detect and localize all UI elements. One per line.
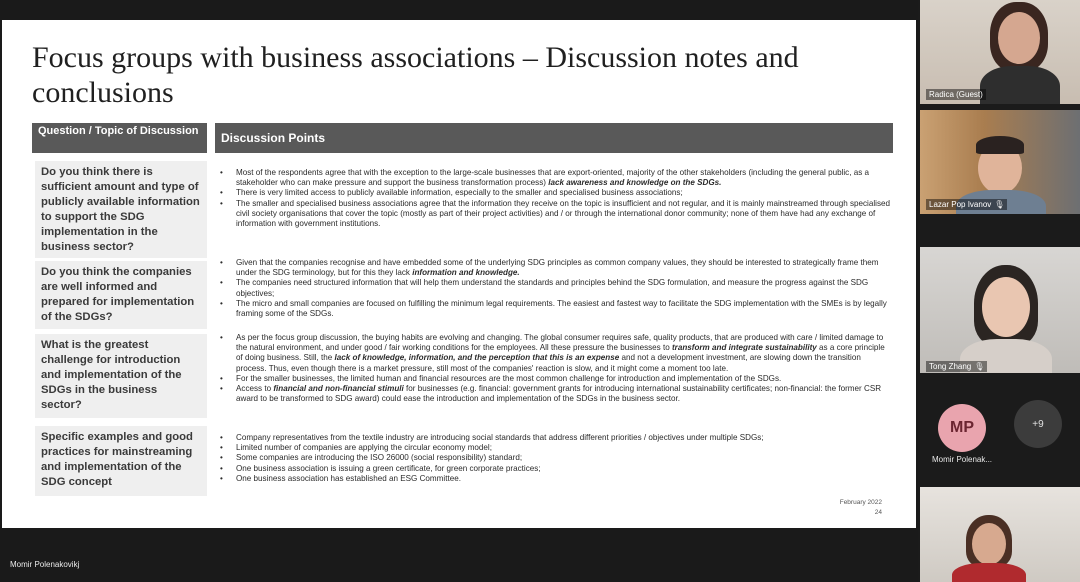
bullet-item: • The smaller and specialised business associations agree that the information they receive on the topic is insufficient and not regular, and it is mainly mainstreamed through specialised civil society organisations that cover the topic (mostly as part of their project activities) and / or through the international donor community; none of them have had any exchange of information with government institutions. xyxy=(220,198,891,229)
bullet-item: • Some companies are introducing the ISO 26000 (social responsibility) standard; xyxy=(220,453,523,463)
participant-name: Lazar Pop Ivanov 🎙 xyxy=(926,199,1007,210)
participant-body xyxy=(980,66,1060,104)
discussion-points xyxy=(220,433,892,484)
question-column-header: Question / Topic of Discussion xyxy=(32,123,207,153)
mic-off-icon: 🎙 xyxy=(994,200,1005,209)
participant-face xyxy=(982,277,1030,337)
participant-tile[interactable] xyxy=(920,247,1080,373)
participant-name: Tong Zhang 🎙 xyxy=(926,361,987,372)
bullet-item: • The companies need structured information that will help them understand the standards and principles behind the SDG formulation, and measure the progress against the SDG objectives; xyxy=(220,278,869,298)
question-cell: Do you think the companies are well informed and prepared for implementation of the SDGs? xyxy=(35,261,207,329)
presenter-name: Momir Polenakovikj xyxy=(10,560,80,569)
bullet-item: • One business association has established an ESG Committee. xyxy=(220,473,461,483)
participant-gallery[interactable] xyxy=(918,0,1080,582)
question-cell: What is the greatest challenge for introduction and implementation of the SDGs in the business sector? xyxy=(35,334,207,418)
discussion-column-header: Discussion Points xyxy=(215,123,893,153)
participant-name: Momir Polenak... xyxy=(932,455,993,464)
discussion-points xyxy=(220,258,892,319)
slide-page-number: 24 xyxy=(874,509,882,516)
participant-hair xyxy=(976,136,1024,154)
question-cell: Specific examples and good practices for mainstreaming and implementation of the SDG concept xyxy=(35,426,207,496)
bullet-item: • The micro and small companies are focused on fulfilling the minimum legal requirements. The easiest and fastest way to facilitate the SDG implementation with the SMEs is by legally framing some of the SDGs. xyxy=(220,298,887,319)
mic-off-icon: 🎙 xyxy=(974,362,985,371)
slide-title: Focus groups with business associations – Discussion notes and conclusions xyxy=(32,41,799,109)
participant-body xyxy=(952,563,1026,582)
participant-name: Radica (Guest) xyxy=(926,89,986,100)
participant-tile[interactable] xyxy=(920,487,1080,582)
presentation-slide xyxy=(2,20,916,528)
discussion-points xyxy=(220,333,892,404)
bullet-item: • Company representatives from the textile industry are introducing social standards that address different priorities / objectives under multiple SDGs; xyxy=(220,433,764,442)
bullet-item: • Limited number of companies are applying the circular economy model; xyxy=(220,443,492,453)
participant-tile[interactable] xyxy=(920,110,1080,214)
avatar[interactable]: MP xyxy=(938,404,986,452)
participant-face xyxy=(998,12,1040,64)
participant-tile[interactable] xyxy=(920,0,1080,104)
bullet-item: • There is very limited access to publicly available information, especially to the smaller and specialised business associations; xyxy=(220,188,683,198)
more-participants-button[interactable]: +9 xyxy=(1014,400,1062,448)
bullet-item: • Given that the companies recognise and have embedded some of the underlying SDG principles as common company values, they should be interested to strategically frame them under the SDG terminology, but for this they lack information and knowledge. xyxy=(220,258,879,278)
bullet-item: • Access to financial and non-financial stimuli for businesses (e.g. financial: government grants for introducing international sustainability certificates; non-financial: the former CSR award to be transformed to SDG award) could ease the introduction and implementation of the SDGs in the business sector. xyxy=(220,384,882,404)
bullet-item: • Most of the respondents agree that with the exception to the large-scale businesses that are export-oriented, majority of the other stakeholders (including the general public, as a stakeholder who can make pressure and support the business transformation process) lack awareness and knowledge on the SDGs. xyxy=(220,168,870,188)
discussion-points xyxy=(220,168,892,229)
bullet-item: • For the smaller businesses, the limited human and financial resources are the most common challenge for introduction and implementation of the SDGs. xyxy=(220,373,782,383)
slide-date: February 2022 xyxy=(839,499,882,506)
bullet-item: • One business association is issuing a green certificate, for green corporate practices; xyxy=(220,463,541,473)
question-cell: Do you think there is sufficient amount and type of publicly available information to support the SDG implementation in the business sector? xyxy=(35,161,207,258)
participant-face xyxy=(972,523,1006,565)
bullet-item: • As per the focus group discussion, the buying habits are evolving and changing. The global consumer requires safe, quality products, that are produced with care / limited damage to the natural environment, and under good / fair working conditions for the employees. All these pressure the businesses to transform and integrate sustainability as a core principle of doing business. Still, the lack of knowledge, information, and the perception that this is an expense and not a development investment, are slowing down the transition process. Thus, even though there is a market pressure, still most of the companies' reaction is slow, and it might come a moment too late. xyxy=(220,333,885,373)
